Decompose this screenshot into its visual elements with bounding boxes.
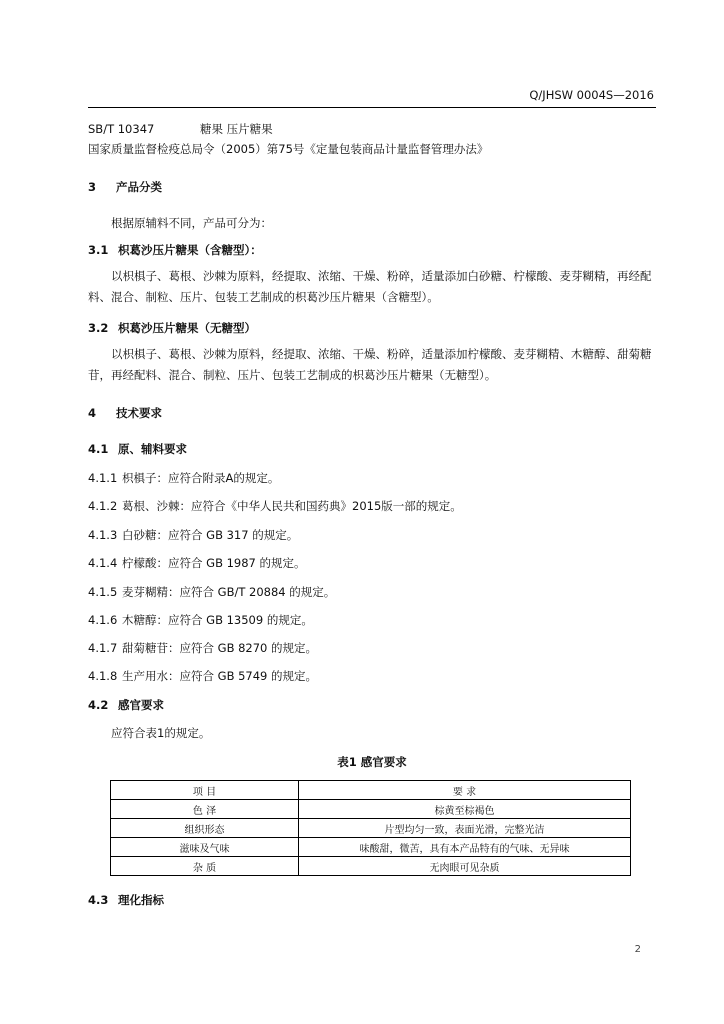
table-row xyxy=(111,819,631,838)
table-header-row xyxy=(111,781,631,800)
table-cell: 无肉眼可见杂质 xyxy=(299,857,631,876)
clause-text: 枳椇子：应符合附录A的规定。 xyxy=(122,471,280,485)
clause-number: 4.1.8 xyxy=(88,669,118,683)
table-row xyxy=(111,838,631,857)
section-number: 3.1 xyxy=(88,243,109,257)
clause-text: 柠檬酸：应符合 GB 1987 的规定。 xyxy=(122,556,306,570)
reference-line-2 xyxy=(88,141,488,157)
reference-line-1 xyxy=(88,121,273,137)
clause-text: 木糖醇：应符合 GB 13509 的规定。 xyxy=(122,613,313,627)
sensory-requirements-table xyxy=(110,780,631,876)
section-number: 3.2 xyxy=(88,321,109,335)
section-4-1-heading xyxy=(88,441,187,457)
section-title: 枳葛沙压片糖果（含糖型）： xyxy=(118,243,262,257)
section-4-3-heading xyxy=(88,892,164,908)
clause-number: 4.1.6 xyxy=(88,613,118,627)
section-4-2-text: 应符合表1的规定。 xyxy=(111,726,211,740)
section-number: 4.1 xyxy=(88,442,109,456)
reference-title: 国家质量监督检疫总局令（2005）第75号《定量包装商品计量监督管理办法》 xyxy=(88,142,489,156)
section-title: 感官要求 xyxy=(118,698,164,712)
table-row xyxy=(111,800,631,819)
clause-4-1-6 xyxy=(88,612,313,628)
clause-number: 4.1.7 xyxy=(88,641,118,655)
section-3-heading xyxy=(88,179,162,195)
section-3-1-text: 以枳椇子、葛根、沙棘为原料，经提取、浓缩、干燥、粉碎，适量添加白砂糖、柠檬酸、麦芽糊精，再经配料、混合、制粒、压片、包装工艺制成的枳葛沙压片糖果（含糖型）。 xyxy=(88,269,652,304)
section-number: 4.2 xyxy=(88,698,109,712)
section-number: 3 xyxy=(88,180,97,194)
clause-4-1-7 xyxy=(88,640,317,656)
reference-code: SB/T 10347 xyxy=(88,122,155,136)
table-cell: 滋味及气味 xyxy=(111,838,299,857)
section-4-2-heading xyxy=(88,697,164,713)
clause-text: 生产用水：应符合 GB 5749 的规定。 xyxy=(122,669,318,683)
clause-text: 白砂糖：应符合 GB 317 的规定。 xyxy=(122,528,299,542)
reference-title: 糖果 压片糖果 xyxy=(200,122,273,136)
table-cell: 色 泽 xyxy=(111,800,299,819)
section-4-heading xyxy=(88,405,162,421)
section-3-2-heading xyxy=(88,320,256,336)
clause-number: 4.1.2 xyxy=(88,499,118,513)
table-header-cell: 要 求 xyxy=(299,781,631,800)
clause-number: 4.1.5 xyxy=(88,585,118,599)
table-cell: 片型均匀一致，表面光滑，完整光洁 xyxy=(299,819,631,838)
page-number: 2 xyxy=(634,944,641,955)
section-3-1-heading xyxy=(88,242,262,258)
clause-4-1-4 xyxy=(88,555,306,571)
clause-text: 麦芽糊精：应符合 GB/T 20884 的规定。 xyxy=(122,585,336,599)
table-cell: 组织形态 xyxy=(111,819,299,838)
section-title: 枳葛沙压片糖果（无糖型） xyxy=(118,321,256,335)
clause-number: 4.1.3 xyxy=(88,528,118,542)
section-number: 4.3 xyxy=(88,893,109,907)
document-code-header: Q/JHSW 0004S—2016 xyxy=(529,88,654,102)
table-header-cell: 项 目 xyxy=(111,781,299,800)
section-3-2-text: 以枳椇子、葛根、沙棘为原料，经提取、浓缩、干燥、粉碎，适量添加柠檬酸、麦芽糊精、木糖醇、甜菊糖苷，再经配料、混合、制粒、压片、包装工艺制成的枳葛沙压片糖果（无糖型）。 xyxy=(88,347,652,382)
section-title: 产品分类 xyxy=(116,180,162,194)
table-cell: 味酸甜，微苦，具有本产品特有的气味、无异味 xyxy=(299,838,631,857)
clause-4-1-5 xyxy=(88,584,335,600)
section-title: 理化指标 xyxy=(118,893,164,907)
table-row xyxy=(111,857,631,876)
table-cell: 棕黄至棕褐色 xyxy=(299,800,631,819)
section-title: 原、辅料要求 xyxy=(118,442,187,456)
section-3-intro: 根据原辅料不同，产品可分为： xyxy=(111,216,272,230)
table-cell: 杂 质 xyxy=(111,857,299,876)
clause-text: 甜菊糖苷：应符合 GB 8270 的规定。 xyxy=(122,641,318,655)
clause-4-1-3 xyxy=(88,527,298,543)
clause-number: 4.1.4 xyxy=(88,556,118,570)
section-title: 技术要求 xyxy=(116,406,162,420)
section-number: 4 xyxy=(88,406,97,420)
clause-number: 4.1.1 xyxy=(88,471,118,485)
clause-text: 葛根、沙棘：应符合《中华人民共和国药典》2015版一部的规定。 xyxy=(122,499,462,513)
clause-4-1-1 xyxy=(88,470,279,486)
table-1-title: 表1 感官要求 xyxy=(337,755,407,769)
clause-4-1-8 xyxy=(88,668,317,684)
clause-4-1-2 xyxy=(88,498,462,514)
header-rule xyxy=(88,107,656,108)
